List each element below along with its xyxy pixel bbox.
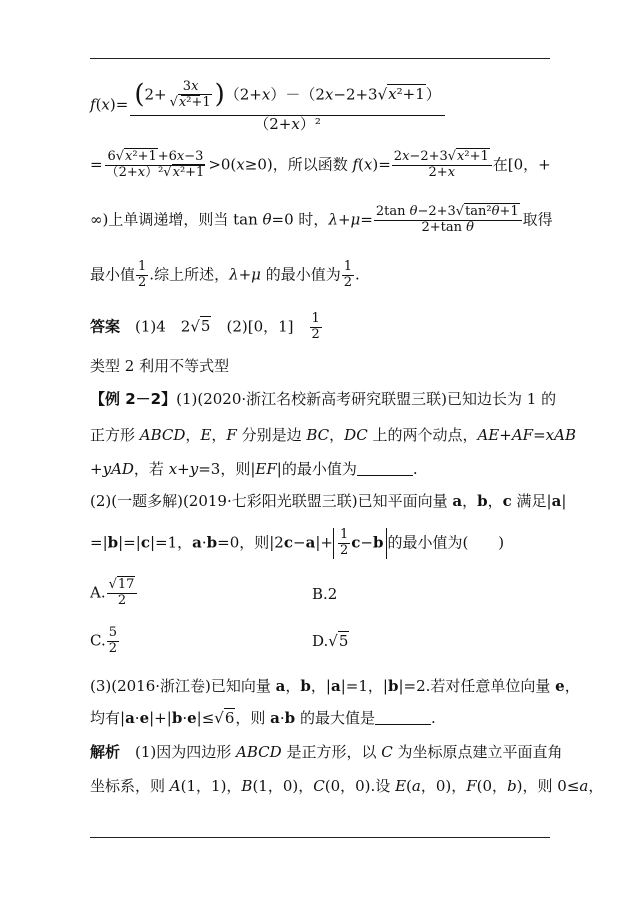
problem-3-line-1: (3)(2016·浙江卷)已知向量 a，b，|a|=1，|b|=2.若对任意单位向量 e， <box>90 677 580 695</box>
option-c[interactable]: C. $\frac{5}{2}$ <box>90 625 117 656</box>
bottom-rule <box>90 837 550 838</box>
option-a[interactable]: A. $\frac{√17}{2}$ <box>90 578 138 609</box>
option-d[interactable]: D.√5 <box>312 632 349 650</box>
solution-label: 解析 <box>90 743 121 761</box>
example-line-2: 正方形 ABCD，E，F 分别是边 BC，DC 上的两个动点，AE+AF=xAB <box>90 426 576 444</box>
formula-line-2: = $\frac{\text{6√x²+1+6x−3}}{\text{（2+x）²√x²+1}}$ >0(x≥0)，所以函数 f(x)= $\frac{\text{2x−2+3√x²+1}}{2+x}$ 在[0，+ <box>90 149 551 180</box>
answer-label: 答案 <box>90 317 121 336</box>
type-heading: 类型 2 利用不等式型 <box>90 357 230 375</box>
example-label: 【例 2－2】 <box>90 390 177 408</box>
example-line-1: 【例 2－2】(1)(2020·浙江名校新高考研究联盟三联)已知边长为 1 的 <box>90 390 557 408</box>
top-rule <box>90 58 550 59</box>
answer-blank-3[interactable] <box>375 723 431 725</box>
formula-line-3: ∞)上单调递增，则当 tan θ=0 时，λ+μ= $\frac{\text{2tan θ−2+3√tan²θ+1}}{\text{2+tan θ}}$ 取得 <box>90 204 553 235</box>
formula-line-4: 最小值 $\frac{1}{2}$ .综上所述，λ+μ 的最小值为 $\frac{1}{2}$ . <box>90 259 360 290</box>
solution-line-1: 解析 (1)因为四边形 ABCD 是正方形，以 C 为坐标原点建立平面直角 <box>90 743 563 761</box>
problem-2-line-2: =|b|=|c|=1，a·b=0，则|2c−a|+ $\frac{1}{2}$ c−b 的最小值为( ) <box>90 527 505 558</box>
option-b[interactable]: B.2 <box>312 585 338 603</box>
problem-3-line-2: 均有|a·e|+|b·e|≤√6，则 a·b 的最大值是 . <box>90 709 436 727</box>
answer-blank-1[interactable] <box>357 474 413 476</box>
formula-line-1: f(x)= (2+ $\frac{3x}{\text{√x²+1}}$ )（2+x）－（2x−2+3√x²+1） （2+x）² <box>90 78 446 133</box>
solution-line-2: 坐标系，则 A(1，1)，B(1，0)，C(0，0).设 E(a，0)，F(0，b)，则 0≤a， <box>90 777 604 795</box>
example-line-3: +yAD，若 x+y=3，则|EF|的最小值为 . <box>90 460 418 478</box>
answer-line: 答案 (1)4 2√5 (2)[0，1] $\frac{1}{2}$ <box>90 311 320 342</box>
problem-2-line-1: (2)(一题多解)(2019·七彩阳光联盟三联)已知平面向量 a，b，c 满足|a| <box>90 492 567 510</box>
